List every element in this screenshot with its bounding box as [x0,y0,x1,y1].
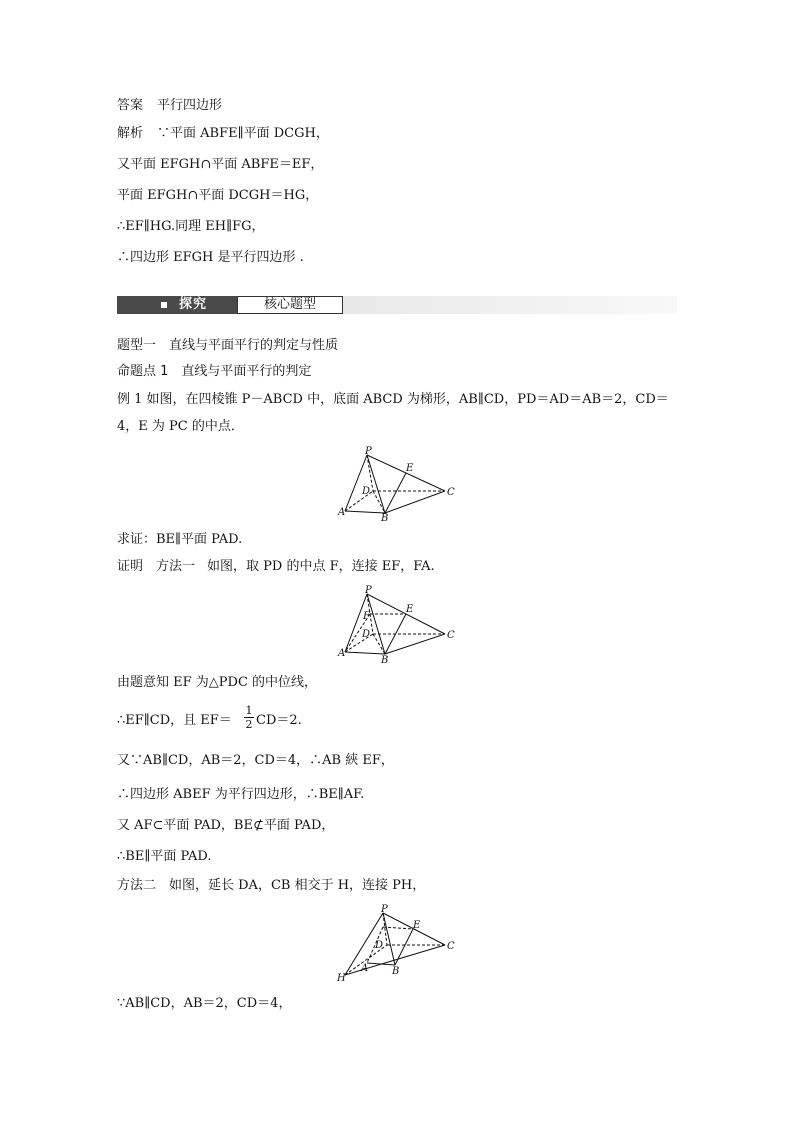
label-c: C [447,630,455,641]
segment-be [385,473,406,513]
label-b: B [381,655,389,666]
edge-bc [385,491,445,513]
label-f: F [363,611,370,622]
segment-db [373,634,385,654]
label-p: P [365,585,372,596]
method2-line: 方法二 如图，延长 DA，CB 相交于 H，连接 PH， [117,878,426,893]
proof-step-5: 又 AF⊂平面 PAD，BE⊄平面 PAD， [117,818,335,833]
label-a: A [338,507,346,518]
topic-subheading: 命题点 1 直线与平面平行的判定 [117,364,312,379]
edge-pb [367,594,385,654]
proof-step-2-pre: ∴EF∥CD，且 EF＝ [117,713,232,728]
label-a: A [338,648,346,659]
pyramid-figure-1 [335,445,475,525]
example-line-1: 例 1 如图，在四棱锥 P－ABCD 中，底面 ABCD 为梯形，AB∥CD，PD＝AD＝AB＝2，CD＝ [117,392,669,407]
method1-label: 证明 方法一 [117,559,196,574]
label-d: D [362,486,371,497]
pyramid-figure-3 [335,905,475,985]
answer-label: 答案 [117,98,144,113]
method1-intro: 如图，取 PD 的中点 F，连接 EF，FA. [207,559,435,574]
analysis-line-3: 平面 EFGH∩平面 DCGH＝HG， [117,188,319,203]
label-p: P [365,446,372,457]
analysis-line-5: ∴四边形 EFGH 是平行四边形 . [117,250,304,265]
proof-step-1: 由题意知 EF 为△PDC 的中位线， [117,675,318,690]
edge-pb [367,455,385,513]
edge-pa [345,455,367,511]
prove-statement: 求证：BE∥平面 PAD. [117,532,243,547]
proof-step-3: 又∵AB∥CD，AB＝2，CD＝4，∴AB 綊 EF， [117,753,394,768]
label-e: E [406,463,414,474]
label-c: C [447,941,455,952]
segment-be [395,929,413,965]
section-banner [117,296,677,314]
fraction-one-half [244,705,254,730]
answer-line [117,98,222,114]
edge-ab [345,652,385,654]
method1-line [117,559,435,575]
banner-section-label: 探究 [179,297,208,312]
banner-dark-block [117,296,237,314]
example-line-2: 4，E 为 PC 的中点． [117,419,244,434]
fraction-denominator: 2 [245,718,253,731]
label-p: P [381,904,388,915]
label-e: E [406,604,414,615]
analysis-line-2: 又平面 EFGH∩平面 ABFE＝EF， [117,157,324,172]
proof-step-4: ∴四边形 ABEF 为平行四边形，∴BE∥AF. [117,787,365,802]
proof-step-2-post: CD＝2. [256,713,302,728]
edge-ab [345,511,385,513]
analysis-line-4: ∴EF∥HG.同理 EH∥FG， [117,219,265,234]
label-b: B [392,966,400,977]
label-d: D [362,629,371,640]
edge-pb [383,913,395,965]
pyramid-figure-2 [335,585,475,668]
analysis-text-1: ∵平面 ABFE∥平面 DCGH， [157,126,329,141]
fraction-numerator: 1 [245,704,253,717]
label-b: B [381,513,389,524]
label-d: D [375,940,384,951]
label-h: H [337,973,346,984]
topic-heading: 题型一 直线与平面平行的判定与性质 [117,338,339,353]
proof-step-6: ∴BE∥平面 PAD. [117,849,212,864]
segment-fe [383,927,413,929]
label-e: E [413,920,421,931]
proof-step-7: ∵AB∥CD，AB＝2，CD＝4， [117,996,292,1011]
analysis-line-1 [117,126,329,142]
label-c: C [447,487,455,498]
label-a: A [361,963,369,974]
square-bullet-icon [161,302,167,308]
analysis-label: 解析 [117,126,144,141]
answer-value: 平行四边形 [157,98,223,113]
banner-title: 核心题型 [237,296,343,314]
